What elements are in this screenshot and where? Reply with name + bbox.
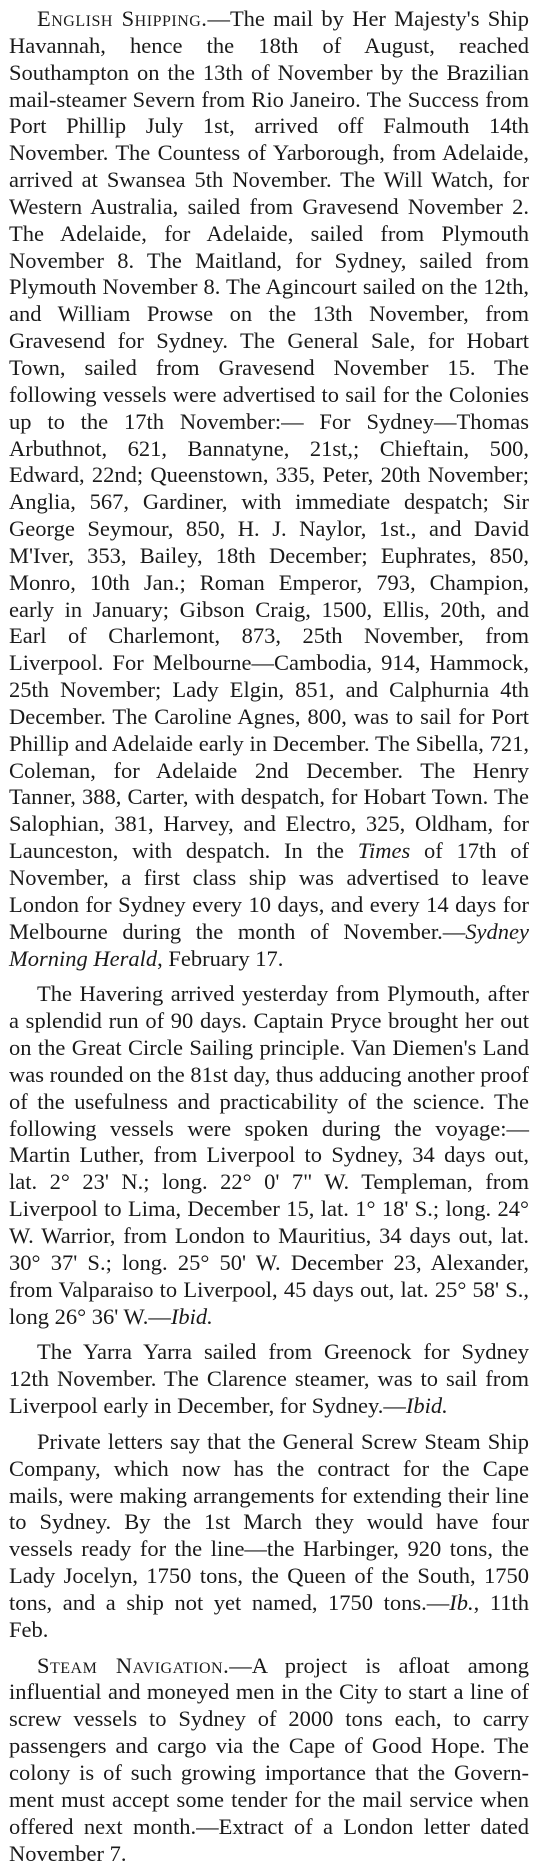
paragraph-text: —The mail by Her Majesty's Ship Havannah, hence the 18th of August, reached Southampton on the 13th of November by the Brazilian mail-steamer Severn from Rio Janeiro. The Success from Port Phillip July 1st, arrived off Falmouth 14th November. The Countess of Yarborough, from Adelaide, arrived at Swansea 5th November. The Will Watch, for Western Australia, sailed from Gravesend November 2. The Adelaide, for Adelaide, sailed from Plymouth November 8. The Maitland, for Sydney, sailed from Plymouth November 8. The Agincourt sailed on the 12th, and William Prowse on the 13th November, from Gravesend for Sydney. The General Sale, for Hobart Town, sailed from Gravesend November 15. The following vessels were advertised to sail for the Colonies up to the 17th November:— For Sydney—Thomas Arbuthnot, 621, Bannatyne, 21st,; Chieftain, 500, Edward, 22nd; Queenstown, 335, Peter, 20th November; Anglia, 567, Gardiner, with immediate despatch; Sir George Seymour, 850, H. J. Naylor, 1st., and David M'Iver, 353, Bailey, 18th December; Euphrates, 850, Monro, 10th Jan.; Roman Emperor, 793, Champion, early in January; Gibson Craig, 1500, Ellis, 20th, and Earl of Charlemont, 873, 25th November, from Liverpool. For Melbourne—Cambodia, 914, Hammock, 25th November; Lady Elgin, 851, and Calphurnia 4th December. The Caroline Agnes, 800, was to sail for Port Phillip and Adelaide early in December. The Sibella, 721, Coleman, for Adelaide 2nd December. The Henry Tanner, 388, Carter, with despatch, for Hobart Town. The Salophian, 381, Harvey, and Electro, 325, Oldham, for Launceston, with despatch. In the [9, 6, 530, 864]
section-heading-english-shipping: English Shipping. [37, 6, 208, 31]
paragraph-text: The Havering arrived yesterday from Plymouth, after a splendid run of 90 days. Captain Pryce brought her out on the Great Circle Sailing principle. Van Diemen's Land was rounded on the 81st day, thus adducing another proof of the usefulness and practicability of the science. The following vessels were spoken during the voyage:—Martin Luther, from Liverpool to Sydney, 34 days out, lat. 2° 23' N.; long. 22° 0' 7" W. Templeman, from Liverpool to Lima, December 15, lat. 1° 18' S.; long. 24° W. Warrior, from London to Mauritius, 34 days out, lat. 30° 37' S.; long. 25° 50' W. December 23, Alexander, from Valparaiso to Liverpool, 45 days out, lat. 25° 58' S., long 26° 36' W.— [9, 981, 529, 1329]
source-citation: Ibid. [405, 1393, 448, 1419]
article-english-shipping [9, 6, 529, 972]
source-citation: Sydney Morning Herald [9, 918, 529, 971]
publication-title: Times [357, 838, 411, 864]
paragraph-text: of 17th of November, a first class ship was advertised to leave London for Sydney every 10 days, and every 14 days for Melbourne during the month of November.— [9, 838, 529, 944]
article-yarra-yarra [9, 1339, 529, 1420]
source-citation: Ib. [449, 1589, 474, 1615]
article-steam-navigation [9, 1653, 529, 1867]
citation-date: , February 17. [157, 945, 284, 971]
paragraph-text: Private letters say that the General Screw Steam Ship Company, which now has the contract for the Cape mails, were making arrangements for extending their line to Sydney. By the 1st March they would have four vessels ready for the line—the Harbinger, 920 tons, the Lady Jocelyn, 1750 tons, the Queen of the South, 1750 tons, and a ship not yet named, 1750 tons.— [9, 1428, 529, 1615]
citation-date: , 11th Feb. [9, 1589, 529, 1642]
article-havering [9, 981, 529, 1330]
source-citation: Ibid. [170, 1303, 213, 1329]
section-heading-steam-navigation: Steam Navigation. [37, 1652, 230, 1678]
article-private-letters [9, 1429, 529, 1644]
paragraph-text: —A project is afloat among influential and moneyed men in the City to start a line of screw vessels to Sydney of 2000 tons each, to carry passengers and cargo via the Cape of Good Hope. The colony is of such growing importance that the Government must accept some tender for the mail service when offered next month.—Extract of a London letter dated November 7. [9, 1652, 529, 1866]
paragraph-text: The Yarra Yarra sailed from Greenock for Sydney 12th November. The Clarence steamer, was to sail from Liverpool early in December, for Sydney.— [9, 1339, 529, 1419]
